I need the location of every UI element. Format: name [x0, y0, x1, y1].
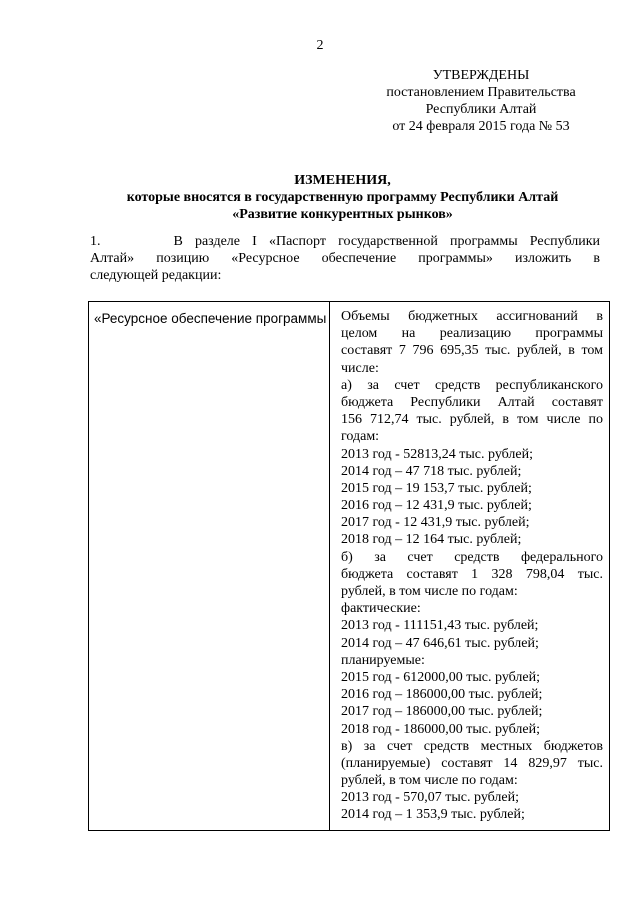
approval-line: УТВЕРЖДЕНЫ: [432, 68, 530, 83]
table-text-line: 2015 год – 19 153,7 тыс. рублей;: [341, 480, 532, 496]
table-text-line: 2016 год – 186000,00 тыс. рублей;: [341, 687, 543, 703]
table-right-cell: [341, 308, 603, 824]
table-text-line: 2017 год - 12 431,9 тыс. рублей;: [341, 515, 530, 531]
approval-line: Республики Алтай: [425, 102, 537, 117]
table-text-line: (планируемые) составят 14 829,97 тыс.: [341, 755, 603, 771]
resource-table: [88, 301, 610, 831]
table-text-line: планируемые:: [341, 652, 425, 668]
table-text-line: годам:: [341, 429, 380, 445]
title-line: ИЗМЕНЕНИЯ,: [294, 173, 391, 188]
title-line: которые вносятся в государственную программу Республики Алтай: [126, 190, 559, 205]
table-text-line: в) за счет средств местных бюджетов: [341, 738, 603, 754]
table-text-line: 2014 год – 47 646,61 тыс. рублей;: [341, 635, 539, 651]
paragraph-line: Алтай» позицию «Ресурсное обеспечение программы» изложить в: [90, 251, 600, 266]
table-text-line: 2014 год – 47 718 тыс. рублей;: [341, 463, 522, 479]
approval-line: постановлением Правительства: [386, 85, 576, 100]
title-line: «Развитие конкурентных рынков»: [232, 207, 453, 222]
paragraph-line: 1. В разделе I «Паспорт государственной программы Республики: [90, 234, 600, 249]
table-text-line: 2018 год - 186000,00 тыс. рублей;: [341, 721, 541, 737]
table-text-line: числе:: [341, 360, 379, 376]
table-text-line: рублей, в том числе по годам:: [341, 584, 518, 599]
table-text-line: Объемы бюджетных ассигнований в: [341, 309, 603, 324]
approval-block: [376, 67, 586, 135]
table-text-line: 156 712,74 тыс. рублей, в том числе по: [341, 412, 603, 428]
approval-line: от 24 февраля 2015 года № 53: [392, 119, 570, 134]
table-text-line: а) за счет средств республиканского: [341, 377, 603, 393]
table-left-cell: «Ресурсное обеспечение программы: [94, 311, 327, 326]
document-title: [60, 172, 625, 223]
table-text-line: 2017 год – 186000,00 тыс. рублей;: [341, 704, 543, 720]
table-text-line: 2016 год – 12 431,9 тыс. рублей;: [341, 498, 532, 514]
table-text-line: 2015 год - 612000,00 тыс. рублей;: [341, 669, 541, 685]
table-text-line: бюджета Республики Алтай составят: [341, 394, 603, 410]
table-text-line: 2013 год - 111151,43 тыс. рублей;: [341, 618, 539, 634]
table-text-line: бюджета составят 1 328 798,04 тыс.: [341, 566, 603, 582]
intro-paragraph: [90, 233, 600, 284]
paragraph-line: следующей редакции:: [90, 268, 222, 283]
table-text-line: 2018 год – 12 164 тыс. рублей;: [341, 532, 522, 548]
table-text-line: 2014 год – 1 353,9 тыс. рублей;: [341, 807, 525, 823]
table-text-line: составят 7 796 695,35 тыс. рублей, в том: [341, 343, 603, 359]
table-text-line: фактические:: [341, 601, 421, 617]
page-number: 2: [316, 38, 324, 53]
table-text-line: рублей, в том числе по годам:: [341, 773, 518, 789]
table-text-line: целом на реализацию программы: [341, 326, 603, 342]
table-text-line: 2013 год - 52813,24 тыс. рублей;: [341, 446, 534, 462]
table-text-line: 2013 год - 570,07 тыс. рублей;: [341, 790, 520, 806]
table-text-line: б) за счет средств федерального: [341, 549, 603, 565]
table-column-divider: [329, 302, 330, 830]
